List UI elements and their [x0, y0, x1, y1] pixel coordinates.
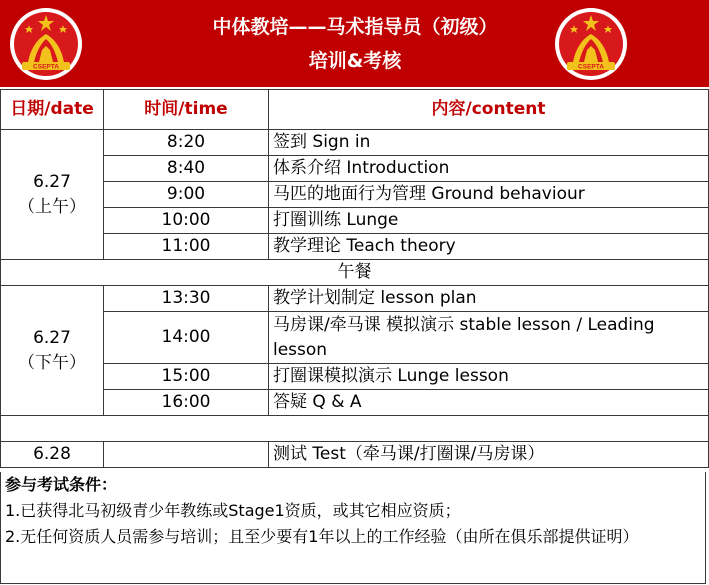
lunch-cell: 午餐	[1, 260, 709, 286]
association-logo-right	[553, 6, 629, 82]
table-row	[1, 130, 709, 156]
morning-date: 6.27	[33, 171, 71, 192]
test-row	[1, 442, 709, 468]
content-cell: 教学理论 Teach theory	[269, 234, 709, 260]
time-cell: 10:00	[104, 208, 269, 234]
table-row	[1, 364, 709, 390]
afternoon-date-cell	[1, 286, 104, 416]
content-cell: 答疑 Q & A	[269, 390, 709, 416]
afternoon-period: （下午）	[18, 352, 86, 373]
association-logo-left	[8, 6, 84, 82]
table-row	[1, 312, 709, 364]
requirement-item: 2.无任何资质人员需参与培训；且至少要有1年以上的工作经验（由所在俱乐部提供证明）	[5, 527, 639, 546]
table-row	[1, 390, 709, 416]
content-cell: 教学计划制定 lesson plan	[269, 286, 709, 312]
time-cell: 14:00	[104, 312, 269, 364]
content-cell: 体系介绍 Introduction	[269, 156, 709, 182]
content-cell: 打圈训练 Lunge	[269, 208, 709, 234]
logo-text: CSEPTA	[578, 63, 604, 71]
table-row	[1, 234, 709, 260]
exam-requirements	[0, 472, 706, 584]
test-date-cell: 6.28	[1, 442, 104, 468]
content-cell: 打圈课模拟演示 Lunge lesson	[269, 364, 709, 390]
page-subtitle: 培训&考核	[308, 50, 402, 72]
column-header-content: 内容/content	[269, 90, 709, 130]
content-cell: 马匹的地面行为管理 Ground behaviour	[269, 182, 709, 208]
logo-text: CSEPTA	[33, 63, 59, 71]
content-cell: 签到 Sign in	[269, 130, 709, 156]
header-banner	[0, 0, 709, 87]
test-time-cell	[104, 442, 269, 468]
page-title: 中体教培——马术指导员（初级）	[212, 16, 498, 38]
time-cell: 9:00	[104, 182, 269, 208]
time-cell: 15:00	[104, 364, 269, 390]
requirement-item: 1.已获得北马初级青少年教练或Stage1资质，或其它相应资质；	[5, 501, 461, 520]
time-cell: 13:30	[104, 286, 269, 312]
column-header-date: 日期/date	[1, 90, 104, 130]
test-content-cell: 测试 Test（牵马课/打圈课/马房课）	[269, 442, 709, 468]
morning-date-cell	[1, 130, 104, 260]
content-cell: 马房课/牵马课 模拟演示 stable lesson / Leading lesson	[269, 312, 709, 364]
table-row	[1, 208, 709, 234]
table-row	[1, 286, 709, 312]
requirements-heading: 参与考试条件：	[5, 475, 118, 494]
column-header-time: 时间/time	[104, 90, 269, 130]
table-row	[1, 156, 709, 182]
table-header-row	[1, 90, 709, 130]
time-cell: 8:20	[104, 130, 269, 156]
time-cell: 8:40	[104, 156, 269, 182]
morning-period: （上午）	[18, 196, 86, 217]
lunch-row	[1, 260, 709, 286]
spacer-cell	[1, 416, 709, 442]
table-row	[1, 182, 709, 208]
afternoon-date: 6.27	[33, 327, 71, 348]
time-cell: 11:00	[104, 234, 269, 260]
time-cell: 16:00	[104, 390, 269, 416]
spacer-row	[1, 416, 709, 442]
schedule-table	[0, 89, 709, 468]
